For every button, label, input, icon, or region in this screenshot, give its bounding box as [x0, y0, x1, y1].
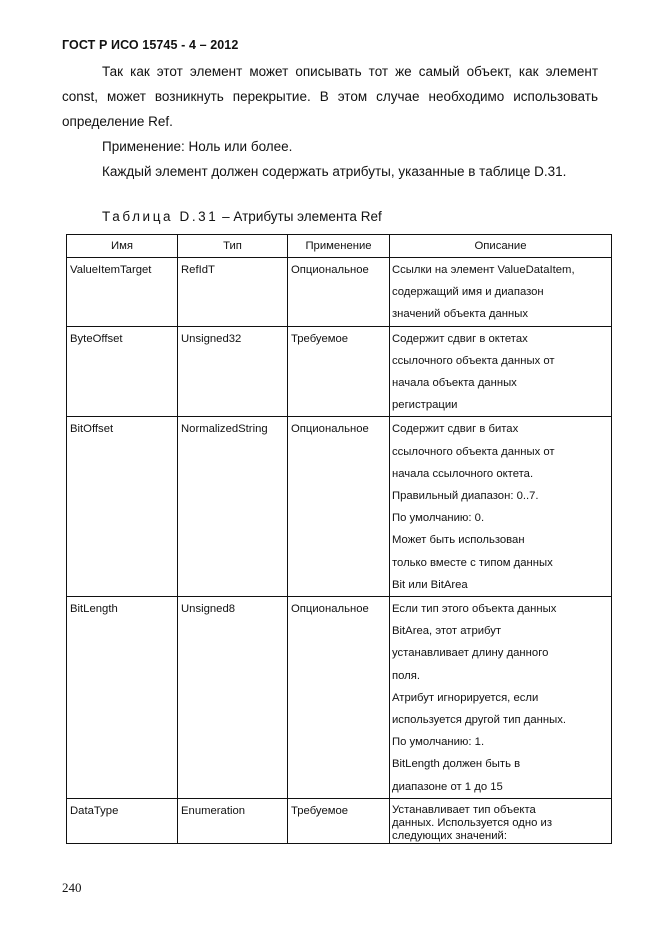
cell-name: ValueItemTarget: [67, 258, 178, 327]
description-line: BitLength должен быть в: [392, 758, 521, 771]
description-line: ссылочного объекта данных от: [392, 445, 555, 458]
description-line: Если тип этого объекта данных: [392, 603, 557, 616]
description-line: начала объекта данных: [392, 377, 517, 390]
description-line: начала ссылочного октета.: [392, 467, 534, 480]
cell-type: Unsigned32: [178, 326, 288, 417]
cell-type: Unsigned8: [178, 597, 288, 799]
description-line: ссылочного объекта данных от: [392, 354, 555, 367]
table-row: [67, 326, 612, 417]
cell-usage: Опциональное: [288, 417, 390, 597]
cell-name: DataType: [67, 798, 178, 843]
table-row: [67, 417, 612, 597]
description-line: Bit или BitArea: [392, 578, 468, 591]
cell-type: NormalizedString: [178, 417, 288, 597]
table-row: [67, 258, 612, 327]
cell-description: [390, 597, 612, 799]
attributes-table: [66, 234, 612, 844]
table-header-row: [67, 235, 612, 258]
description-line: устанавливает длину данного: [392, 647, 549, 660]
cell-usage: Опциональное: [288, 597, 390, 799]
page-number: 240: [62, 880, 82, 895]
cell-description: [390, 417, 612, 597]
table-caption-title: – Атрибуты элемента Ref: [218, 209, 382, 224]
description-line: используется другой тип данных.: [392, 714, 567, 727]
description-line: значений объекта данных: [392, 308, 528, 321]
description-line: Содержит сдвиг в битах: [392, 423, 519, 436]
description-line: По умолчанию: 0.: [392, 512, 485, 525]
description-line: Устанавливает тип объекта: [392, 803, 536, 816]
table-caption-label: Таблица D.31: [102, 209, 219, 224]
description-line: регистрации: [392, 399, 458, 412]
description-line: следующих значений:: [392, 829, 507, 842]
column-header-name: Имя: [67, 235, 178, 258]
cell-name: BitOffset: [67, 417, 178, 597]
document-header: ГОСТ Р ИСО 15745 - 4 – 2012: [62, 38, 239, 52]
column-header-type: Тип: [178, 235, 288, 258]
cell-usage: Требуемое: [288, 798, 390, 843]
table-caption: [102, 209, 382, 224]
description-line: Атрибут игнорируется, если: [392, 691, 539, 704]
description-line: данных. Используется одно из: [392, 816, 553, 829]
cell-type: Enumeration: [178, 798, 288, 843]
description-line: диапазоне от 1 до 15: [392, 780, 503, 793]
description-line: только вместе с типом данных: [392, 556, 553, 569]
cell-name: BitLength: [67, 597, 178, 799]
cell-description: [390, 258, 612, 327]
description-line: содержащий имя и диапазон: [392, 286, 544, 299]
description-line: поля.: [392, 669, 420, 682]
column-header-description: Описание: [390, 235, 612, 258]
description-line: Ссылки на элемент ValueDataItem,: [392, 264, 575, 276]
column-header-usage: Применение: [288, 235, 390, 258]
table-row: [67, 597, 612, 799]
paragraph-overlap: Так как этот элемент может описывать тот же самый объект, как элемент const, может возникнуть перекрытие. В этом случае необходимо использовать определение Ref.: [62, 64, 598, 129]
cell-usage: Требуемое: [288, 326, 390, 417]
description-line: Может быть использован: [392, 534, 525, 547]
paragraph-usage: Применение: Ноль или более.: [102, 139, 293, 154]
cell-description: [390, 798, 612, 843]
cell-description: [390, 326, 612, 417]
description-line: BitArea, этот атрибут: [392, 625, 502, 638]
table-row: [67, 798, 612, 843]
cell-name: ByteOffset: [67, 326, 178, 417]
description-line: По умолчанию: 1.: [392, 736, 485, 749]
description-line: Правильный диапазон: 0..7.: [392, 490, 539, 503]
paragraph-attributes: Каждый элемент должен содержать атрибуты, указанные в таблице D.31.: [102, 164, 567, 179]
cell-usage: Опциональное: [288, 258, 390, 327]
cell-type: RefIdT: [178, 258, 288, 327]
description-line: Содержит сдвиг в октетах: [392, 332, 528, 345]
